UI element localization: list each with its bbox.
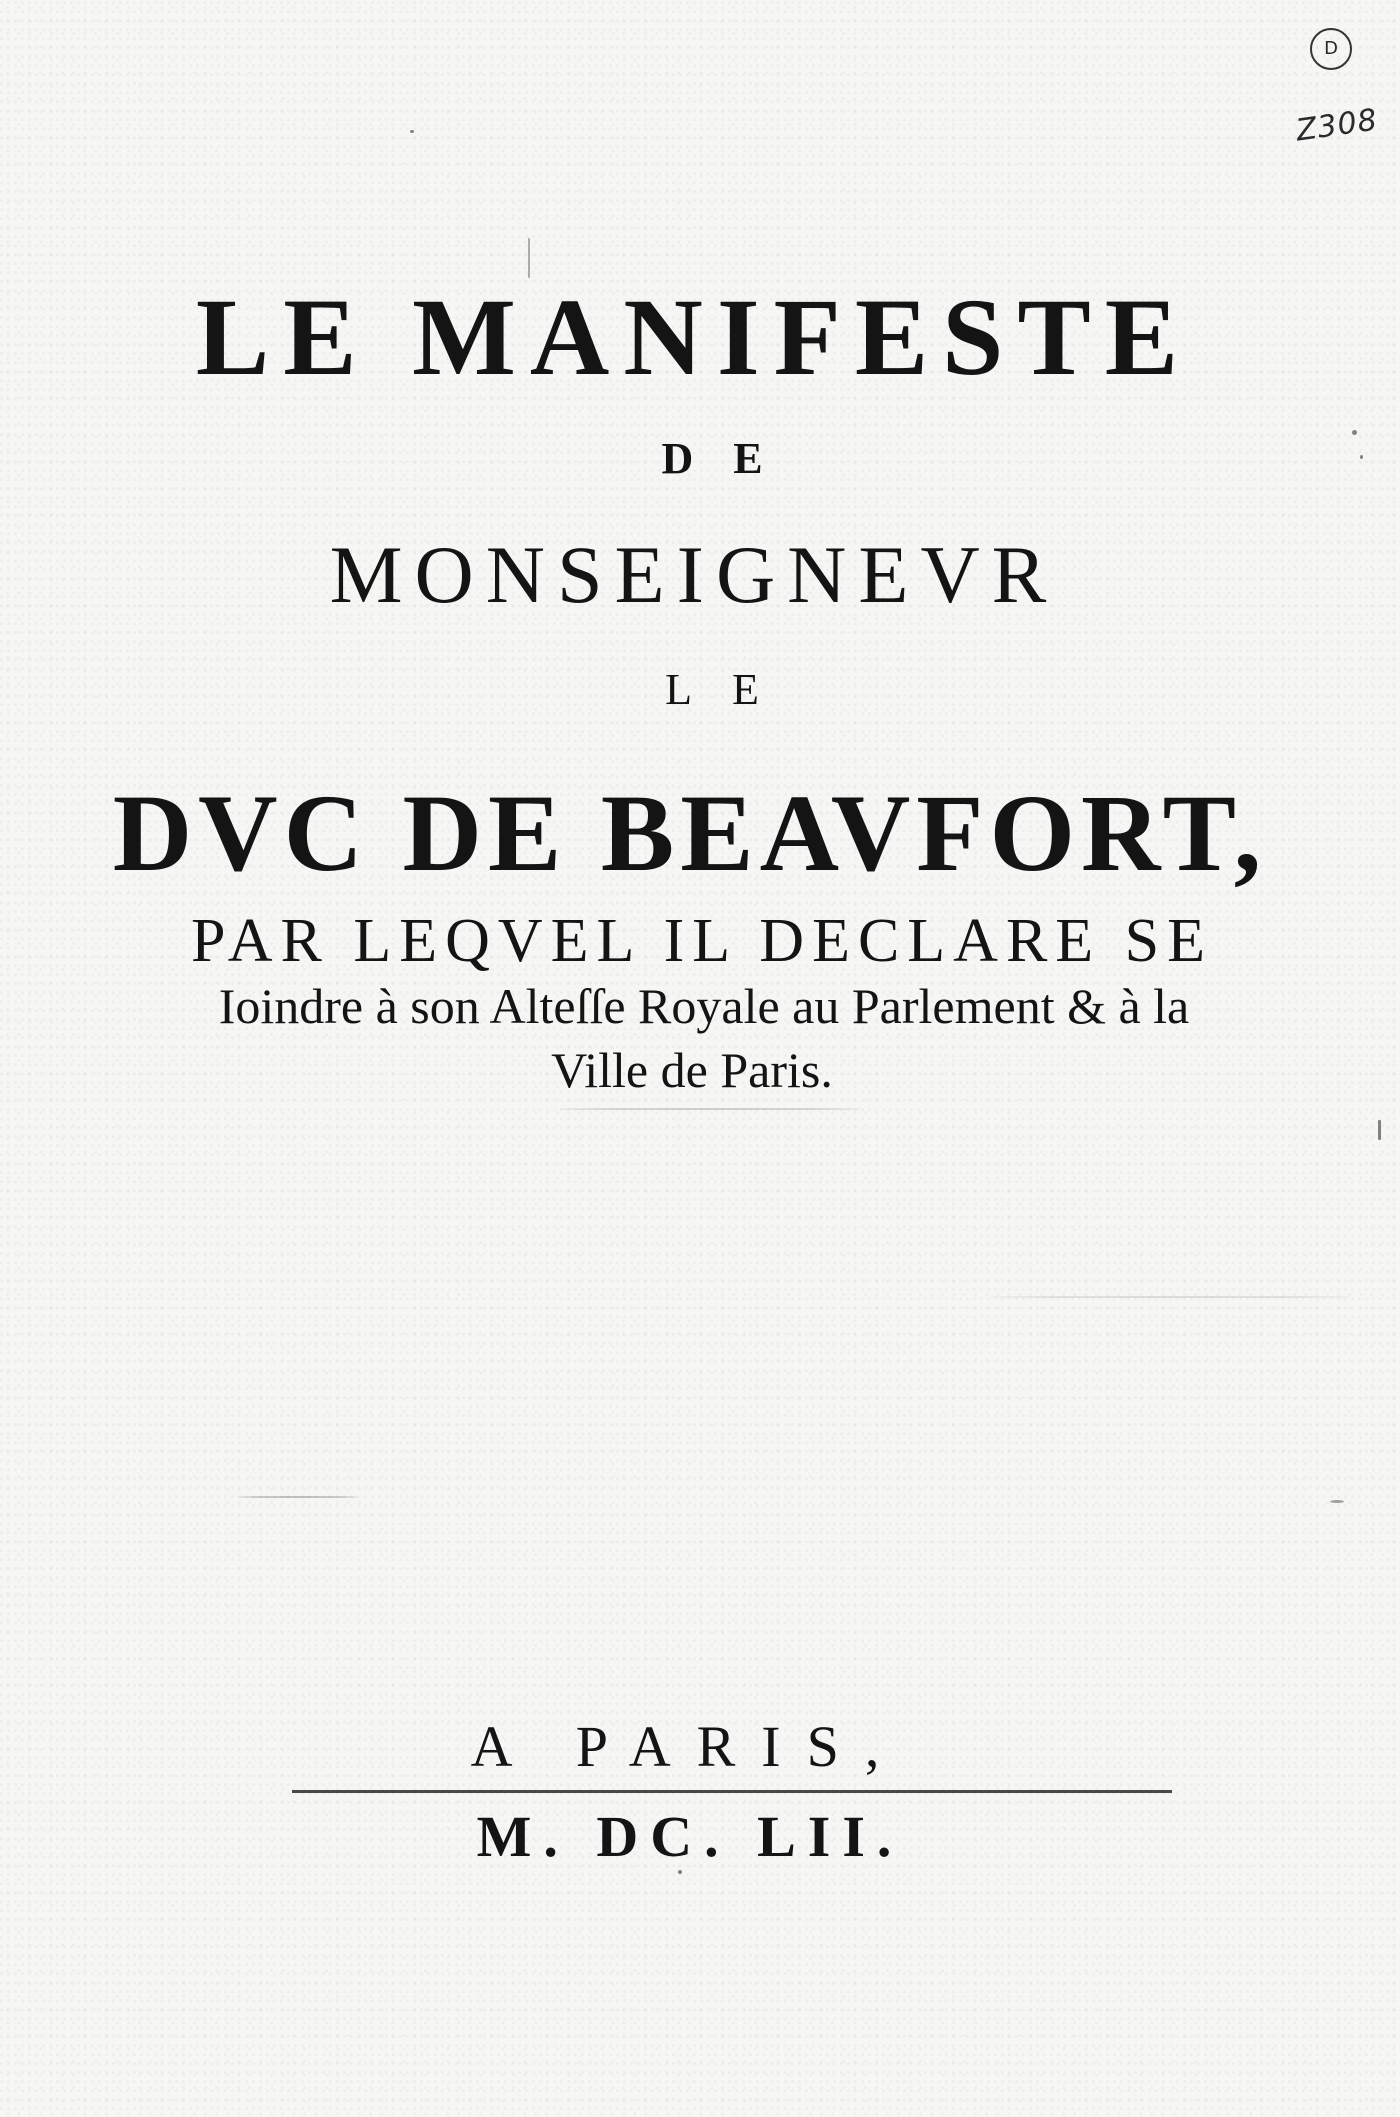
scan-speck	[528, 238, 530, 278]
scan-speck	[678, 1870, 682, 1874]
title-duc-de-beaufort: DVC DE BEAVFORT,	[112, 772, 1268, 894]
imprint-year: M. DC. LII.	[476, 1804, 904, 1869]
subtitle-line-1: PAR LEQVEL IL DECLARE SE	[190, 907, 1214, 975]
scan-speck	[238, 1496, 358, 1498]
scan-speck	[560, 1108, 860, 1110]
archive-stamp-mark: D	[1310, 28, 1352, 70]
scan-speck	[1352, 430, 1357, 435]
scan-speck	[1378, 1120, 1381, 1140]
scan-speck	[1330, 1500, 1344, 1503]
title-connector-de: DE	[661, 434, 803, 483]
imprint-divider-rule	[292, 1790, 1172, 1793]
title-connector-le: LE	[665, 665, 799, 714]
scan-speck	[1360, 455, 1363, 459]
shelf-mark-number: Z308	[1293, 102, 1380, 149]
subtitle-line-3: Ville de Paris.	[551, 1042, 833, 1098]
scan-speck	[410, 130, 414, 133]
scan-speck	[990, 1296, 1350, 1298]
subtitle-line-2: Ioindre à son Alteſſe Royale au Parlement & à la	[218, 978, 1190, 1034]
imprint-place: A PARIS,	[470, 1714, 906, 1779]
document-title: LE MANIFESTE	[195, 276, 1193, 398]
title-monseigneur: MONSEIGNEVR	[329, 529, 1059, 620]
